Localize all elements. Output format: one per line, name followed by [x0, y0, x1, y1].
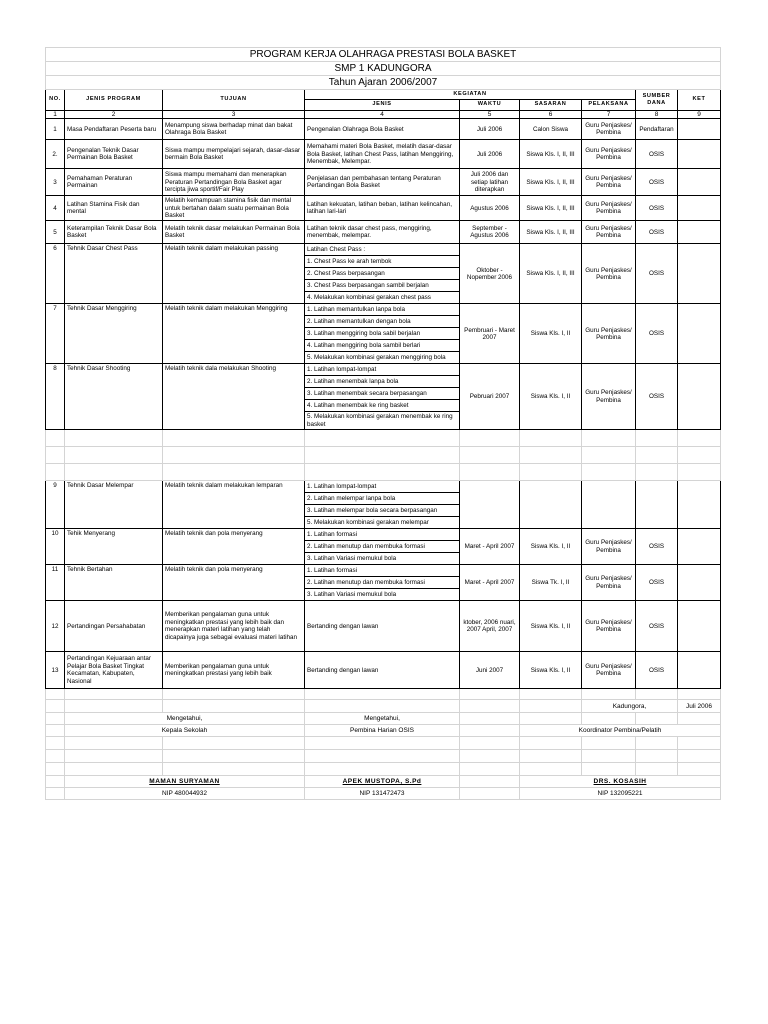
activity-item: 1. Latihan lompat-lompat — [305, 481, 460, 493]
empty-cell — [46, 464, 65, 481]
sasaran-cell: Siswa Kls. I, II — [520, 601, 582, 652]
pelaksana-cell: Guru Penjaskes/ Pembina — [582, 140, 636, 169]
empty-cell — [678, 464, 721, 481]
tujuan-cell: Melatih teknik dan pola menyerang — [163, 565, 305, 601]
sumber-dana-cell: OSIS — [636, 169, 678, 196]
activity-item: 1. Chest Pass ke arah tembok — [305, 256, 460, 268]
pelaksana-cell: Guru Penjaskes/ Pembina — [582, 601, 636, 652]
empty-cell — [520, 447, 582, 464]
jenis-cell: Bertanding dengan lawan — [305, 652, 460, 689]
empty-cell — [305, 447, 460, 464]
column-number: 9 — [678, 111, 721, 119]
header-sumber-dana: SUMBER DANA — [636, 90, 678, 111]
activity-item: 5. Melakukan kombinasi gerakan menggiring bola — [305, 352, 460, 364]
footer-row — [46, 776, 721, 788]
waktu-cell: Pebruari 2007 — [460, 364, 520, 430]
waktu-cell: Juli 2006 — [460, 119, 520, 140]
sig1-role-line1: Mengetahui, — [65, 713, 305, 725]
sasaran-cell: Siswa Kls. I, II, III — [520, 244, 582, 304]
blank-row — [46, 689, 721, 700]
program-cell: Pertandingan Kejuaraan antar Pelajar Bola Basket Tingkat Kecamatan, Kabupaten, Nasional — [65, 652, 163, 689]
tujuan-cell: Melatih teknik dasar melakukan Permainan Bola Basket — [163, 221, 305, 244]
school-name: SMP 1 KADUNGORA — [46, 62, 721, 76]
table-row — [46, 221, 721, 244]
sumber-dana-cell: OSIS — [636, 652, 678, 689]
header-no: NO. — [46, 90, 65, 111]
program-cell: Tehnik Bertahan — [65, 565, 163, 601]
ket-cell — [678, 565, 721, 601]
program-table — [45, 47, 721, 800]
ket-cell — [678, 119, 721, 140]
academic-year: Tahun Ajaran 2006/2007 — [46, 76, 721, 90]
activity-item: 2. Latihan menutup dan membuka formasi — [305, 577, 460, 589]
sasaran-cell — [520, 481, 582, 529]
waktu-cell: Oktober - Nopember 2006 — [460, 244, 520, 304]
sig1-name: MAMAN SURYAMAN — [65, 776, 305, 788]
jenis-cell: Latihan teknik dasar chest pass, menggiring, menembak, melempar. — [305, 221, 460, 244]
column-number: 5 — [460, 111, 520, 119]
column-number: 2 — [65, 111, 163, 119]
table-row — [46, 481, 721, 493]
row-number: 11 — [46, 565, 65, 601]
sig3-role-line2: Koordinator Pembina/Pelatih — [520, 725, 721, 737]
sasaran-cell: Calon Siswa — [520, 119, 582, 140]
ket-cell — [678, 196, 721, 221]
table-row — [46, 364, 721, 376]
pelaksana-cell: Guru Penjaskes/ Pembina — [582, 169, 636, 196]
tujuan-cell: Melatih teknik dala melakukan Shooting — [163, 364, 305, 430]
document-title: PROGRAM KERJA OLAHRAGA PRESTASI BOLA BASKET — [46, 48, 721, 62]
pelaksana-cell — [582, 481, 636, 529]
pelaksana-cell: Guru Penjaskes/ Pembina — [582, 304, 636, 364]
activity-item: 2. Latihan melempar lanpa bola — [305, 493, 460, 505]
row-number: 5 — [46, 221, 65, 244]
sasaran-cell: Siswa Kls. I, II — [520, 364, 582, 430]
sumber-dana-cell: OSIS — [636, 221, 678, 244]
tujuan-cell: Siswa mampu memahami dan menerapkan Peraturan Pertandingan Bola Basket agar tercipta jiwa sportif/Fair Play — [163, 169, 305, 196]
row-number: 4 — [46, 196, 65, 221]
waktu-cell: Maret - April 2007 — [460, 565, 520, 601]
ket-cell — [678, 364, 721, 430]
activity-item: 1. Latihan formasi — [305, 529, 460, 541]
blank-row — [46, 447, 721, 464]
empty-cell — [460, 464, 520, 481]
jenis-cell: Pengenalan Olahraga Bola Basket — [305, 119, 460, 140]
footer-row — [46, 750, 721, 763]
empty-cell — [520, 430, 582, 447]
waktu-cell: Agustus 2006 — [460, 196, 520, 221]
sumber-dana-cell: OSIS — [636, 304, 678, 364]
row-number: 2. — [46, 140, 65, 169]
jenis-cell: Bertanding dengan lawan — [305, 601, 460, 652]
sasaran-cell: Siswa Kls. I, II — [520, 529, 582, 565]
blank-row — [46, 430, 721, 447]
table-row — [46, 244, 721, 256]
sig1-role-line2: Kepala Sekolah — [65, 725, 305, 737]
tujuan-cell: Memberikan pengalaman guna untuk meningkatkan prestasi yang lebih baik dan menerapkan materi latihan yang telah dicapainya juga sebagai evaluasi materi latihan — [163, 601, 305, 652]
empty-cell — [65, 689, 163, 700]
column-number: 8 — [636, 111, 678, 119]
table-row — [46, 196, 721, 221]
empty-cell — [163, 464, 305, 481]
pelaksana-cell: Guru Penjaskes/ Pembina — [582, 364, 636, 430]
ket-cell — [678, 221, 721, 244]
row-number: 1 — [46, 119, 65, 140]
sumber-dana-cell: OSIS — [636, 529, 678, 565]
sasaran-cell: Siswa Kls. I, II, III — [520, 221, 582, 244]
pelaksana-cell: Guru Penjaskes/ Pembina — [582, 196, 636, 221]
row-number: 10 — [46, 529, 65, 565]
sasaran-cell: Siswa Tk. I, II — [520, 565, 582, 601]
empty-cell — [65, 447, 163, 464]
activity-item: 5. Melakukan kombinasi gerakan melempar — [305, 517, 460, 529]
pelaksana-cell: Guru Penjaskes/ Pembina — [582, 529, 636, 565]
pelaksana-cell: Guru Penjaskes/ Pembina — [582, 221, 636, 244]
empty-cell — [636, 430, 678, 447]
activity-item: 3. Latihan Variasi memukul bola — [305, 553, 460, 565]
waktu-cell: Juni 2007 — [460, 652, 520, 689]
program-cell: Pertandingan Persahabatan — [65, 601, 163, 652]
table-row — [46, 529, 721, 541]
activity-item: 2. Latihan memantulkan dengan bola — [305, 316, 460, 328]
footer-row — [46, 788, 721, 800]
sumber-dana-cell: OSIS — [636, 565, 678, 601]
program-cell: Tehnik Dasar Shooting — [65, 364, 163, 430]
activity-item: 5. Melakukan kombinasi gerakan menembak ke ring basket — [305, 412, 460, 430]
ket-cell — [678, 481, 721, 529]
footer-row — [46, 737, 721, 750]
activity-item: 1. Latihan formasi — [305, 565, 460, 577]
activity-item: 2. Latihan menutup dan membuka formasi — [305, 541, 460, 553]
row-number: 3 — [46, 169, 65, 196]
activity-item: 3. Latihan menembak secara berpasangan — [305, 388, 460, 400]
jenis-cell: Memahami materi Bola Basket, melatih dasar-dasar Bola Basket, latihan Chest Pass, latihan Menggiring, Menembak, Melempar. — [305, 140, 460, 169]
table-row — [46, 565, 721, 577]
sumber-dana-cell — [636, 481, 678, 529]
table-row — [46, 119, 721, 140]
sasaran-cell: Siswa Kls. I, II, III — [520, 169, 582, 196]
signing-date: Juli 2006 — [678, 700, 721, 713]
ket-cell — [678, 601, 721, 652]
sasaran-cell: Siswa Kls. I, II, III — [520, 196, 582, 221]
header-pelaksana: PELAKSANA — [582, 100, 636, 111]
activity-item: 3. Latihan melempar bola secara berpasangan — [305, 505, 460, 517]
tujuan-cell: Siswa mampu mempelajari sejarah, dasar-dasar bermain Bola Basket — [163, 140, 305, 169]
empty-cell — [460, 447, 520, 464]
activity-item: 4. Melakukan kombinasi gerakan chest pass — [305, 292, 460, 304]
empty-cell — [582, 430, 636, 447]
tujuan-cell: Melatih teknik dalam melakukan Menggiring — [163, 304, 305, 364]
column-number: 6 — [520, 111, 582, 119]
sig3-nip: NIP 132095221 — [520, 788, 721, 800]
empty-cell — [65, 430, 163, 447]
table-row — [46, 601, 721, 652]
program-cell: Pengenalan Teknik Dasar Permainan Bola Basket — [65, 140, 163, 169]
footer-row — [46, 763, 721, 776]
pelaksana-cell: Guru Penjaskes/ Pembina — [582, 565, 636, 601]
empty-cell — [46, 447, 65, 464]
waktu-cell: September - Agustus 2006 — [460, 221, 520, 244]
empty-cell — [582, 464, 636, 481]
table-row — [46, 140, 721, 169]
program-cell: Keterampilan Teknik Dasar Bola Basket — [65, 221, 163, 244]
empty-cell — [305, 430, 460, 447]
empty-cell — [520, 464, 582, 481]
sasaran-cell: Siswa Kls. I, II, III — [520, 140, 582, 169]
ket-cell — [678, 652, 721, 689]
program-cell: Tehik Menyerang — [65, 529, 163, 565]
header-waktu: WAKTU — [460, 100, 520, 111]
pelaksana-cell: Guru Penjaskes/ Pembina — [582, 119, 636, 140]
activity-item: 2. Chest Pass berpasangan — [305, 268, 460, 280]
empty-cell — [582, 447, 636, 464]
program-cell: Tehnik Dasar Melempar — [65, 481, 163, 529]
jenis-cell: Latihan kekuatan, latihan beban, latihan kelincahan, latihan lari-lari — [305, 196, 460, 221]
header-ket: KET — [678, 90, 721, 111]
tujuan-cell: Melatih teknik dan pola menyerang — [163, 529, 305, 565]
activity-item: 2. Latihan menembak lanpa bola — [305, 376, 460, 388]
pelaksana-cell: Guru Penjaskes/ Pembina — [582, 652, 636, 689]
header-kegiatan: KEGIATAN — [305, 90, 636, 100]
header-sasaran: SASARAN — [520, 100, 582, 111]
row-number: 9 — [46, 481, 65, 529]
empty-cell — [163, 689, 305, 700]
program-cell: Masa Pendaftaran Peserta baru — [65, 119, 163, 140]
row-number: 12 — [46, 601, 65, 652]
sig2-role-line1: Mengetahui, — [305, 713, 460, 725]
empty-cell — [678, 447, 721, 464]
ket-cell — [678, 140, 721, 169]
sig1-nip: NIP 480044932 — [65, 788, 305, 800]
activity-item: 3. Chest Pass berpasangan sambil berjalan — [305, 280, 460, 292]
program-cell: Latihan Stamina Fisik dan mental — [65, 196, 163, 221]
pelaksana-cell: Guru Penjaskes/ Pembina — [582, 244, 636, 304]
activity-item: 3. Latihan menggiring bola sabil berjalan — [305, 328, 460, 340]
sumber-dana-cell: OSIS — [636, 196, 678, 221]
sumber-dana-cell: Pendaftaran — [636, 119, 678, 140]
row-number: 7 — [46, 304, 65, 364]
tujuan-cell: Melatih teknik dalam melakukan passing — [163, 244, 305, 304]
empty-cell — [305, 689, 460, 700]
sumber-dana-cell: OSIS — [636, 140, 678, 169]
tujuan-cell: Menampung siswa berhadap minat dan bakat Olahraga Bola Basket — [163, 119, 305, 140]
sumber-dana-cell: OSIS — [636, 364, 678, 430]
program-cell: Tehnik Dasar Menggiring — [65, 304, 163, 364]
empty-cell — [46, 430, 65, 447]
empty-cell — [678, 689, 721, 700]
work-program-sheet — [45, 47, 720, 800]
row-number: 8 — [46, 364, 65, 430]
waktu-cell — [460, 481, 520, 529]
empty-cell — [46, 689, 65, 700]
program-cell: Tehnik Dasar Chest Pass — [65, 244, 163, 304]
activity-item: 1. Latihan memantulkan lanpa bola — [305, 304, 460, 316]
waktu-cell: Juli 2006 — [460, 140, 520, 169]
tujuan-cell: Memberikan pengalaman guna untuk meningkatkan prestasi yang lebih baik — [163, 652, 305, 689]
blank-row — [46, 464, 721, 481]
sig2-nip: NIP 131472473 — [305, 788, 460, 800]
footer-row — [46, 713, 721, 725]
column-number: 3 — [163, 111, 305, 119]
footer-row — [46, 725, 721, 737]
sumber-dana-cell: OSIS — [636, 601, 678, 652]
ket-cell — [678, 304, 721, 364]
footer-row — [46, 700, 721, 713]
empty-cell — [65, 464, 163, 481]
jenis-cell: Penjelasan dan pembahasan tentang Peraturan Pertandingan Bola Basket — [305, 169, 460, 196]
header-program: JENIS PROGRAM — [65, 90, 163, 111]
sumber-dana-cell: OSIS — [636, 244, 678, 304]
row-number: 6 — [46, 244, 65, 304]
waktu-cell: Maret - April 2007 — [460, 529, 520, 565]
waktu-cell: Juli 2006 dan setiap latihan diterapkan — [460, 169, 520, 196]
table-row — [46, 169, 721, 196]
program-cell: Pemahaman Peraturan Permainan — [65, 169, 163, 196]
activity-item: 4. Latihan menggiring bola sambil berlari — [305, 340, 460, 352]
empty-cell — [460, 430, 520, 447]
activity-item: 4. Latihan menembak ke ring basket — [305, 400, 460, 412]
empty-cell — [636, 689, 678, 700]
empty-cell — [163, 430, 305, 447]
empty-cell — [520, 689, 582, 700]
empty-cell — [636, 464, 678, 481]
sig3-name: DRS. KOSASIH — [520, 776, 721, 788]
column-number: 1 — [46, 111, 65, 119]
activity-item: Latihan Chest Pass : — [305, 244, 460, 256]
signing-place: Kadungora, — [582, 700, 678, 713]
header-jenis: JENIS — [305, 100, 460, 111]
tujuan-cell: Melatih teknik dalam melakukan lemparan — [163, 481, 305, 529]
table-row — [46, 652, 721, 689]
sasaran-cell: Siswa Kls. I, II — [520, 652, 582, 689]
waktu-cell: Pembruari - Maret 2007 — [460, 304, 520, 364]
sig2-name: APEK MUSTOPA, S.Pd — [305, 776, 460, 788]
activity-item: 3. Latihan Variasi memukul bola — [305, 589, 460, 601]
tujuan-cell: Melatih kemampuan stamina fisik dan mental untuk bertahan dalam suatu permainan Bola Basket — [163, 196, 305, 221]
header-tujuan: TUJUAN — [163, 90, 305, 111]
row-number: 13 — [46, 652, 65, 689]
empty-cell — [305, 464, 460, 481]
ket-cell — [678, 244, 721, 304]
ket-cell — [678, 529, 721, 565]
column-number: 7 — [582, 111, 636, 119]
waktu-cell: ktober, 2006 nuari, 2007 April, 2007 — [460, 601, 520, 652]
sasaran-cell: Siswa Kls. I, II — [520, 304, 582, 364]
empty-cell — [163, 447, 305, 464]
empty-cell — [636, 447, 678, 464]
empty-cell — [460, 689, 520, 700]
sig2-role-line2: Pembina Harian OSIS — [305, 725, 460, 737]
column-number: 4 — [305, 111, 460, 119]
empty-cell — [582, 689, 636, 700]
table-row — [46, 304, 721, 316]
activity-item: 1. Latihan lompat-lompat — [305, 364, 460, 376]
ket-cell — [678, 169, 721, 196]
empty-cell — [678, 430, 721, 447]
